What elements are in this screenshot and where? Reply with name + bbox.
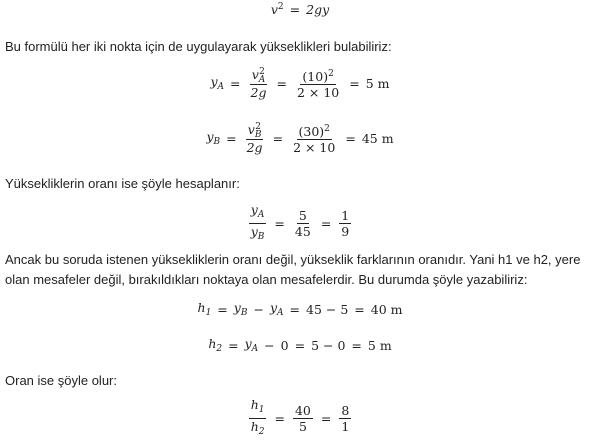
equals-sign: =: [272, 130, 284, 146]
eq-equals: =: [289, 2, 301, 17]
yb-sub: B: [213, 137, 221, 148]
ya-var: y: [210, 74, 218, 90]
va-var: v: [251, 67, 259, 83]
vb-var: v: [247, 122, 255, 138]
fraction-5-over-45: [293, 208, 313, 239]
equation-energy: [0, 2, 600, 17]
h2-result: 5 m: [367, 337, 392, 353]
va-sub: A: [258, 74, 266, 85]
equation-h2: [0, 336, 600, 354]
h2-term2: 0: [280, 337, 289, 353]
ratio-h-denominator-2: 5: [298, 419, 307, 435]
ratio-h-numerator-2: 40: [294, 403, 311, 419]
va-exponent: 2: [259, 66, 265, 77]
fraction-1-over-9: [339, 208, 351, 239]
ratio-h1-var: h: [250, 397, 259, 412]
ratio-y-numerator-3: 1: [341, 208, 350, 224]
yb-result: 45 m: [361, 130, 394, 146]
yb-numeric-exponent: 2: [324, 124, 330, 134]
paragraph-apply-formula: Bu formülü her iki nokta için de uygulayarak yükseklikleri bulabiliriz:: [5, 39, 392, 54]
ratio-h1-sub: 1: [258, 405, 265, 416]
ya-numeric-denominator: 2 × 10: [296, 84, 340, 100]
equals-sign: =: [320, 411, 332, 427]
ya-numeric-numerator: (10): [302, 68, 329, 84]
equals-sign: =: [345, 130, 356, 146]
equation-h1: [0, 300, 600, 318]
equals-sign: =: [274, 411, 285, 427]
h2-numeric-expression: 5 − 0: [311, 337, 346, 353]
yb-denominator: 2g: [246, 139, 263, 155]
equals-sign: =: [276, 75, 287, 91]
paragraph-height-ratio: Yüksekliklerin oranı ise şöyle hesaplanır:: [5, 176, 240, 191]
paragraph-difference-explanation: Ancak bu soruda istenen yüksekliklerin oranı değil, yükseklik farklarının oranıdır. Yani h1 ve h2, yere olan mesafeler değil, bırakıldıkları noktaya olan mesafelerdir. Bu durumda şöyle yazabiliriz:: [5, 252, 581, 287]
equals-sign: =: [217, 301, 228, 317]
ratio-h-denominator-3: 1: [341, 419, 350, 435]
fraction-vb-over-2g: [245, 122, 265, 155]
equation-h-ratio: [0, 397, 600, 440]
equation-height-ratio: [0, 202, 600, 245]
eq-v-exponent: 2: [277, 2, 284, 13]
fraction-8-over-1: [339, 403, 351, 434]
yb-var: y: [206, 129, 214, 145]
ratio-y-numerator-2: 5: [298, 208, 307, 224]
ya-numeric-exponent: 2: [328, 69, 334, 79]
h1-term1-sub: B: [240, 308, 248, 319]
h1-result: 40 m: [370, 301, 403, 317]
h2-var: h: [208, 336, 217, 351]
ratio-yb-var: y: [250, 224, 258, 240]
fraction-ya-over-yb: [249, 202, 267, 245]
yb-numeric-denominator: 2 × 10: [293, 139, 336, 155]
vb-sub: B: [254, 129, 262, 140]
equals-sign: =: [354, 301, 365, 317]
eq-rhs: 2gy: [306, 2, 330, 17]
fraction-40-over-5: [293, 403, 313, 434]
ratio-ya-sub: A: [257, 210, 265, 221]
ratio-h-numerator-3: 8: [341, 403, 350, 419]
ratio-y-denominator-3: 9: [341, 224, 350, 240]
minus-sign: −: [253, 301, 264, 317]
equals-sign: =: [289, 301, 300, 317]
h1-var: h: [197, 300, 206, 315]
yb-numeric-numerator: (30): [298, 123, 325, 139]
ya-result: 5 m: [365, 75, 390, 91]
equals-sign: =: [228, 337, 239, 353]
equation-ya: [0, 67, 600, 100]
equals-sign: =: [351, 337, 362, 353]
ratio-ya-var: y: [250, 202, 258, 217]
equation-yb: [0, 122, 600, 155]
equals-sign: =: [320, 216, 332, 232]
h1-term2-sub: A: [277, 308, 284, 319]
ratio-yb-sub: B: [257, 232, 265, 243]
ya-denominator: 2g: [250, 84, 267, 100]
h1-term2-var: y: [269, 300, 278, 315]
minus-sign: −: [264, 337, 275, 353]
equals-sign: =: [294, 337, 306, 353]
equals-sign: =: [226, 130, 237, 146]
ratio-h2-var: h: [250, 419, 259, 435]
equals-sign: =: [230, 75, 241, 91]
eq-v: v: [270, 2, 278, 17]
h2-term1-sub: A: [251, 344, 259, 355]
h1-term1-var: y: [233, 300, 241, 315]
vb-exponent: 2: [255, 121, 261, 132]
paragraph-final-ratio: Oran ise şöyle olur:: [5, 373, 117, 388]
ya-sub: A: [217, 82, 225, 93]
h2-term1-var: y: [244, 336, 252, 351]
fraction-h1-over-h2: [249, 397, 267, 440]
fraction-va-over-2g: [249, 67, 269, 100]
h2-sub: 2: [216, 344, 223, 355]
h1-sub: 1: [205, 308, 212, 319]
h1-numeric-expression: 45 − 5: [306, 301, 349, 317]
ratio-y-denominator-2: 45: [294, 224, 311, 240]
ratio-h2-sub: 2: [258, 427, 265, 438]
equals-sign: =: [349, 75, 360, 91]
equals-sign: =: [274, 216, 285, 232]
fraction-yb-numeric: [291, 122, 337, 155]
fraction-ya-numeric: [295, 67, 341, 100]
